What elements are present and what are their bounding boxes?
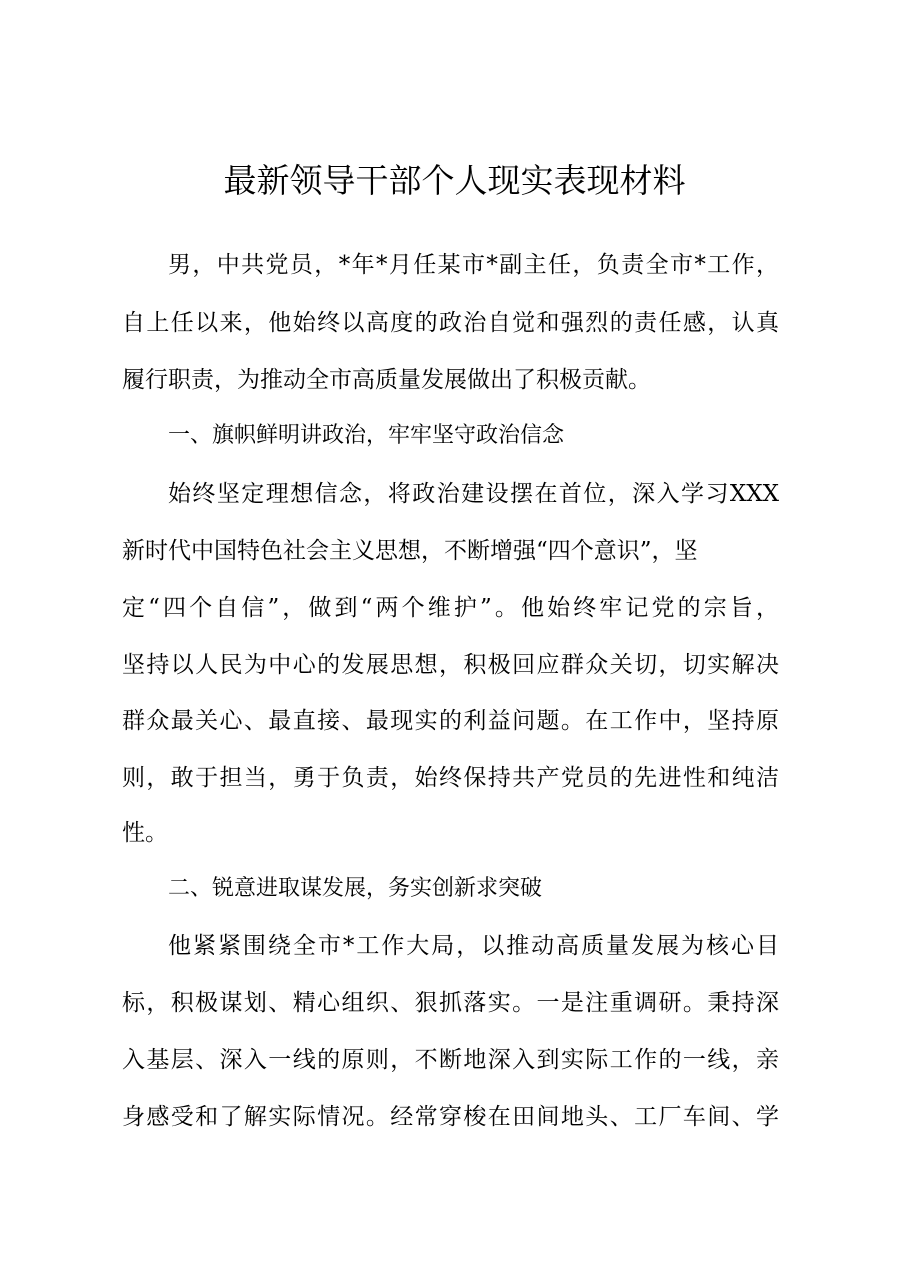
paragraph-line: 始终坚定理想信念，将政治建设摆在首位，深入学习XXX: [168, 481, 779, 507]
paragraph-line: 定“四个自信”，做到“两个维护”。他始终牢记党的宗旨，: [122, 595, 779, 621]
paragraph-line: 新时代中国特色社会主义思想，不断增强“四个意识”，坚: [122, 538, 698, 564]
paragraph-line: 标，积极谋划、精心组织、狠抓落实。一是注重调研。秉持深: [122, 990, 779, 1016]
paragraph-line: 群众最关心、最直接、最现实的利益问题。在工作中，坚持原: [122, 708, 779, 734]
paragraph-line: 入基层、深入一线的原则，不断地深入到实际工作的一线，亲: [122, 1047, 779, 1073]
paragraph-line: 他紧紧围绕全市*工作大局，以推动高质量发展为核心目: [168, 933, 779, 959]
paragraph-line: 则，敢于担当，勇于负责，始终保持共产党员的先进性和纯洁: [122, 765, 779, 791]
paragraph-line: 坚持以人民为中心的发展思想，积极回应群众关切，切实解决: [122, 652, 779, 678]
paragraph-line: 性。: [122, 820, 168, 846]
paragraph-line: 男，中共党员，*年*月任某市*副主任，负责全市*工作，: [168, 252, 779, 278]
document-title: 最新领导干部个人现实表现材料: [223, 161, 686, 200]
paragraph-line: 自上任以来，他始终以高度的政治自觉和强烈的责任感，认真: [122, 310, 779, 336]
section-heading: 一、旗帜鲜明讲政治，牢牢坚守政治信念: [168, 423, 565, 448]
paragraph-line: 履行职责，为推动全市高质量发展做出了积极贡献。: [122, 367, 651, 393]
section-heading: 二、锐意进取谋发展，务实创新求突破: [168, 876, 543, 901]
paragraph-line: 身感受和了解实际情况。经常穿梭在田间地头、工厂车间、学: [122, 1104, 779, 1130]
